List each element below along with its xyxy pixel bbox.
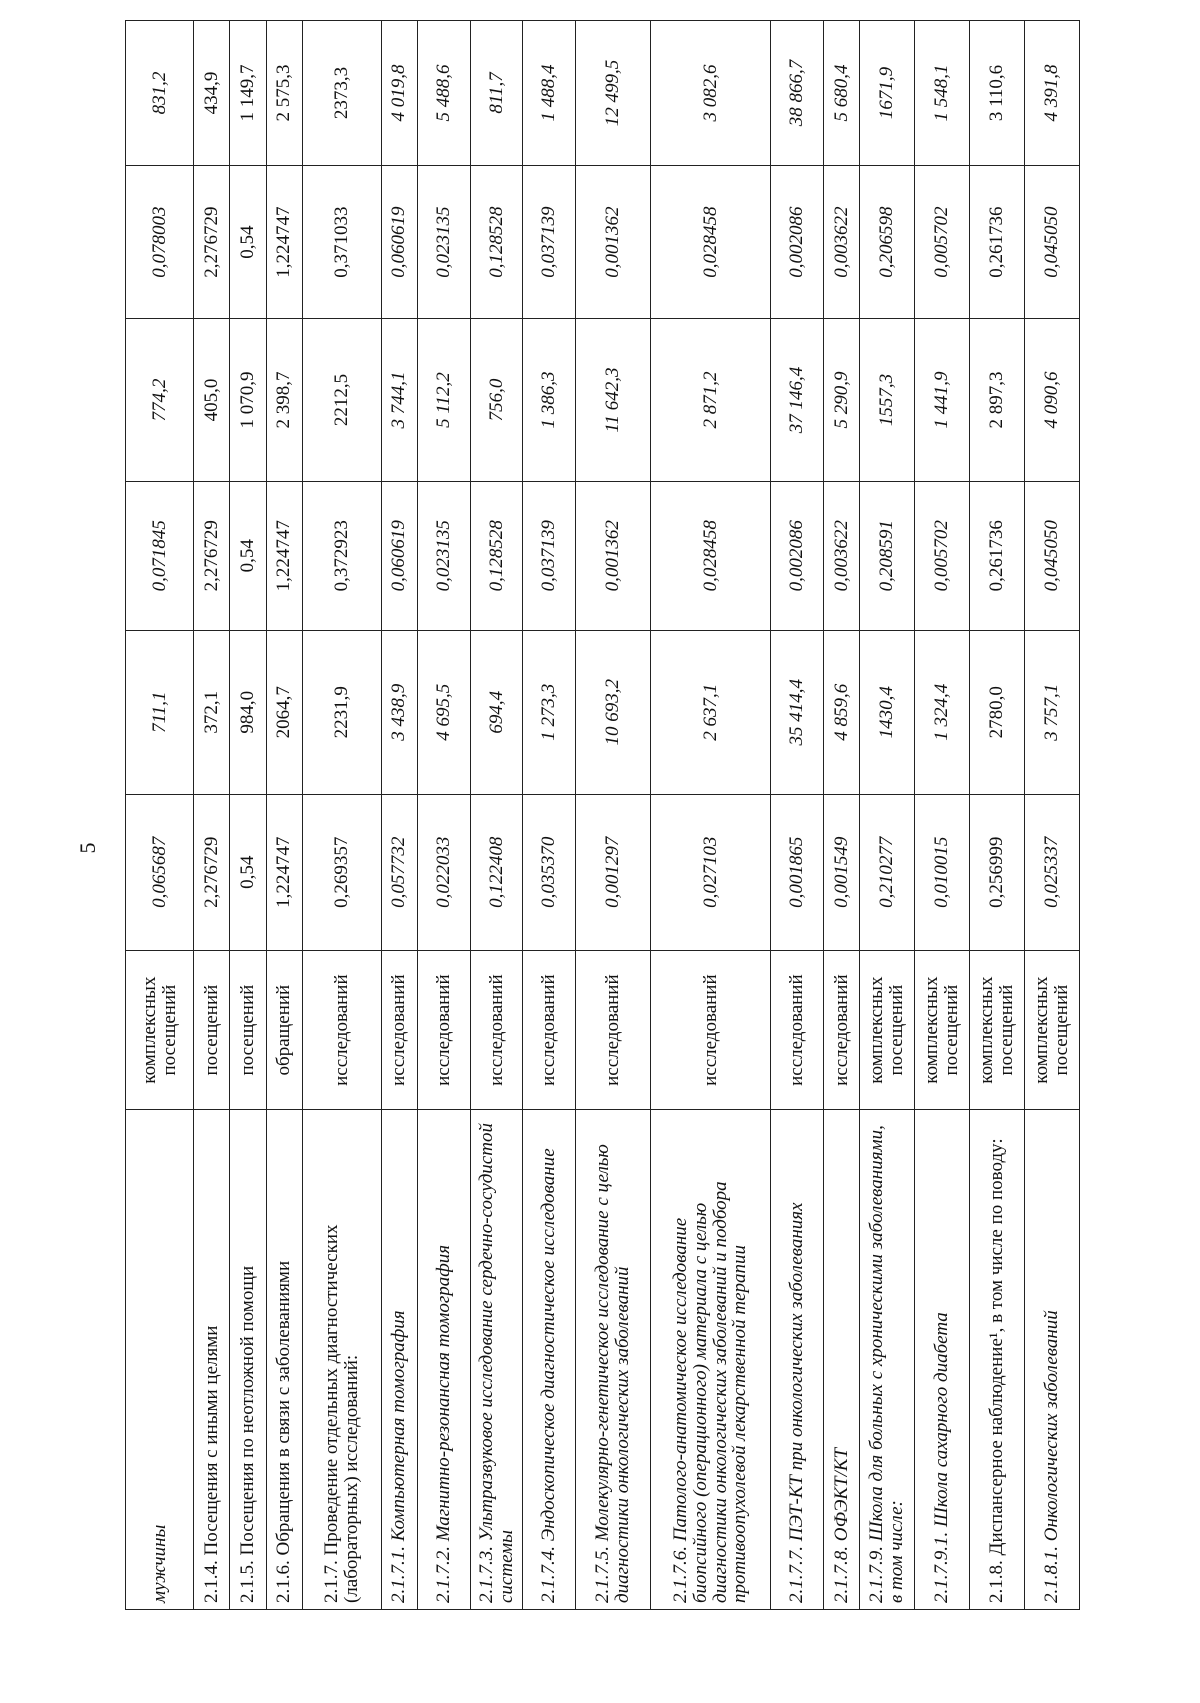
row-label: 2.1.4. Посещения с иными целями xyxy=(194,1110,230,1610)
value-2024-cost: 3 757,1 xyxy=(1025,630,1080,794)
table-row xyxy=(230,21,266,1610)
table-row xyxy=(860,21,915,1610)
value-2025-norm: 2,276729 xyxy=(194,481,230,630)
value-2025-norm: 0,002086 xyxy=(771,481,824,630)
value-2025-norm: 1,224747 xyxy=(266,481,302,630)
row-unit: комплексных посещений xyxy=(1025,950,1080,1109)
row-label: 2.1.7.9. Школа для больных с хроническими заболеваниями, в том числе: xyxy=(860,1110,915,1610)
row-unit: комплексных посещений xyxy=(126,950,194,1109)
value-2026-cost: 1 488,4 xyxy=(523,21,576,166)
value-2025-norm: 0,023135 xyxy=(417,481,470,630)
row-label: 2.1.7. Проведение отдельных диагностических (лабораторных) исследований: xyxy=(302,1110,381,1610)
row-label: 2.1.5. Посещения по неотложной помощи xyxy=(230,1110,266,1610)
value-2025-cost: 2 897,3 xyxy=(970,319,1025,481)
table-row xyxy=(470,21,523,1610)
row-unit: исследований xyxy=(470,950,523,1109)
value-2026-norm: 0,003622 xyxy=(824,165,860,319)
data-table xyxy=(125,20,1080,1610)
value-2026-norm: 0,001362 xyxy=(576,165,651,319)
row-unit: посещений xyxy=(230,950,266,1109)
row-unit: исследований xyxy=(523,950,576,1109)
page-number: 5 xyxy=(75,842,100,854)
row-label: 2.1.7.6. Патолого-анатомическое исследование биопсийного (операционного) материала с целью диагностики онкологических заболеваний и подбора противоопухолевой лекарственной терапии xyxy=(650,1110,771,1610)
value-2024-norm: 0,065687 xyxy=(126,794,194,950)
value-2025-cost: 3 744,1 xyxy=(381,319,417,481)
value-2026-norm: 0,023135 xyxy=(417,165,470,319)
row-label: 2.1.7.5. Молекулярно-генетическое исследование с целью диагностики онкологических заболеваний xyxy=(576,1110,651,1610)
row-label: 2.1.7.7. ПЭТ-КТ при онкологических заболеваниях xyxy=(771,1110,824,1610)
value-2024-cost: 1430,4 xyxy=(860,630,915,794)
row-label: 2.1.7.8. ОФЭКТ/КТ xyxy=(824,1110,860,1610)
value-2026-norm: 0,206598 xyxy=(860,165,915,319)
value-2025-norm: 0,060619 xyxy=(381,481,417,630)
value-2026-cost: 2 575,3 xyxy=(266,21,302,166)
value-2025-cost: 1 441,9 xyxy=(915,319,970,481)
table-row xyxy=(417,21,470,1610)
value-2026-cost: 1 548,1 xyxy=(915,21,970,166)
row-unit: исследований xyxy=(824,950,860,1109)
rotated-table-wrapper xyxy=(125,20,1080,1610)
value-2026-norm: 2,276729 xyxy=(194,165,230,319)
value-2024-norm: 1,224747 xyxy=(266,794,302,950)
row-unit: обращений xyxy=(266,950,302,1109)
table-body xyxy=(126,21,1080,1610)
value-2025-cost: 2 398,7 xyxy=(266,319,302,481)
value-2024-cost: 4 695,5 xyxy=(417,630,470,794)
value-2024-cost: 711,1 xyxy=(126,630,194,794)
row-label: 2.1.7.9.1. Школа сахарного диабета xyxy=(915,1110,970,1610)
value-2025-norm: 0,261736 xyxy=(970,481,1025,630)
value-2025-norm: 0,208591 xyxy=(860,481,915,630)
value-2025-cost: 5 112,2 xyxy=(417,319,470,481)
value-2025-norm: 0,005702 xyxy=(915,481,970,630)
row-label: 2.1.6. Обращения в связи с заболеваниями xyxy=(266,1110,302,1610)
value-2024-cost: 3 438,9 xyxy=(381,630,417,794)
value-2025-norm: 0,028458 xyxy=(650,481,771,630)
row-label: 2.1.7.2. Магнитно-резонансная томография xyxy=(417,1110,470,1610)
value-2025-norm: 0,128528 xyxy=(470,481,523,630)
value-2026-cost: 3 082,6 xyxy=(650,21,771,166)
value-2024-cost: 1 324,4 xyxy=(915,630,970,794)
value-2024-norm: 2,276729 xyxy=(194,794,230,950)
value-2026-cost: 831,2 xyxy=(126,21,194,166)
value-2024-cost: 2064,7 xyxy=(266,630,302,794)
row-unit: исследований xyxy=(417,950,470,1109)
value-2026-cost: 1671,9 xyxy=(860,21,915,166)
value-2025-norm: 0,003622 xyxy=(824,481,860,630)
row-unit: комплексных посещений xyxy=(915,950,970,1109)
value-2024-cost: 35 414,4 xyxy=(771,630,824,794)
table-row xyxy=(302,21,381,1610)
row-unit: посещений xyxy=(194,950,230,1109)
value-2024-norm: 0,057732 xyxy=(381,794,417,950)
value-2024-norm: 0,025337 xyxy=(1025,794,1080,950)
row-label: 2.1.8. Диспансерное наблюдение¹, в том числе по поводу: xyxy=(970,1110,1025,1610)
row-unit: комплексных посещений xyxy=(970,950,1025,1109)
value-2025-cost: 1 386,3 xyxy=(523,319,576,481)
value-2026-cost: 4 019,8 xyxy=(381,21,417,166)
table-row xyxy=(266,21,302,1610)
value-2026-cost: 1 149,7 xyxy=(230,21,266,166)
table-row xyxy=(771,21,824,1610)
value-2025-cost: 37 146,4 xyxy=(771,319,824,481)
row-label: 2.1.7.4. Эндоскопическое диагностическое исследование xyxy=(523,1110,576,1610)
value-2025-norm: 0,001362 xyxy=(576,481,651,630)
value-2025-cost: 2 871,2 xyxy=(650,319,771,481)
table-row xyxy=(915,21,970,1610)
value-2026-norm: 0,005702 xyxy=(915,165,970,319)
value-2025-cost: 2212,5 xyxy=(302,319,381,481)
value-2026-cost: 5 680,4 xyxy=(824,21,860,166)
table-row xyxy=(970,21,1025,1610)
value-2026-norm: 1,224747 xyxy=(266,165,302,319)
value-2024-cost: 2231,9 xyxy=(302,630,381,794)
row-unit: исследований xyxy=(650,950,771,1109)
value-2024-norm: 0,001297 xyxy=(576,794,651,950)
value-2025-cost: 4 090,6 xyxy=(1025,319,1080,481)
value-2024-cost: 2 637,1 xyxy=(650,630,771,794)
value-2026-norm: 0,54 xyxy=(230,165,266,319)
value-2025-cost: 1557,3 xyxy=(860,319,915,481)
value-2024-norm: 0,027103 xyxy=(650,794,771,950)
value-2025-cost: 756,0 xyxy=(470,319,523,481)
value-2026-cost: 38 866,7 xyxy=(771,21,824,166)
row-unit: исследований xyxy=(771,950,824,1109)
value-2026-cost: 4 391,8 xyxy=(1025,21,1080,166)
value-2025-norm: 0,54 xyxy=(230,481,266,630)
table-row xyxy=(650,21,771,1610)
value-2025-cost: 5 290,9 xyxy=(824,319,860,481)
table-row xyxy=(576,21,651,1610)
value-2026-norm: 0,060619 xyxy=(381,165,417,319)
row-label: 2.1.7.1. Компьютерная томография xyxy=(381,1110,417,1610)
row-unit: комплексных посещений xyxy=(860,950,915,1109)
value-2024-norm: 0,256999 xyxy=(970,794,1025,950)
value-2026-cost: 12 499,5 xyxy=(576,21,651,166)
table-row xyxy=(126,21,194,1610)
value-2024-norm: 0,035370 xyxy=(523,794,576,950)
value-2024-cost: 984,0 xyxy=(230,630,266,794)
value-2026-norm: 0,045050 xyxy=(1025,165,1080,319)
value-2025-norm: 0,037139 xyxy=(523,481,576,630)
value-2025-cost: 774,2 xyxy=(126,319,194,481)
value-2024-norm: 0,022033 xyxy=(417,794,470,950)
value-2026-cost: 5 488,6 xyxy=(417,21,470,166)
value-2026-norm: 0,078003 xyxy=(126,165,194,319)
table-row xyxy=(523,21,576,1610)
value-2026-cost: 3 110,6 xyxy=(970,21,1025,166)
value-2025-norm: 0,071845 xyxy=(126,481,194,630)
value-2026-cost: 434,9 xyxy=(194,21,230,166)
value-2024-cost: 4 859,6 xyxy=(824,630,860,794)
value-2024-norm: 0,122408 xyxy=(470,794,523,950)
value-2024-cost: 694,4 xyxy=(470,630,523,794)
value-2026-norm: 0,261736 xyxy=(970,165,1025,319)
row-label: мужчины xyxy=(126,1110,194,1610)
value-2026-cost: 811,7 xyxy=(470,21,523,166)
value-2024-cost: 372,1 xyxy=(194,630,230,794)
value-2024-norm: 0,54 xyxy=(230,794,266,950)
row-unit: исследований xyxy=(302,950,381,1109)
value-2024-norm: 0,210277 xyxy=(860,794,915,950)
value-2025-norm: 0,045050 xyxy=(1025,481,1080,630)
value-2026-norm: 0,128528 xyxy=(470,165,523,319)
value-2025-norm: 0,372923 xyxy=(302,481,381,630)
value-2026-cost: 2373,3 xyxy=(302,21,381,166)
value-2026-norm: 0,002086 xyxy=(771,165,824,319)
value-2026-norm: 0,028458 xyxy=(650,165,771,319)
value-2024-cost: 2780,0 xyxy=(970,630,1025,794)
value-2026-norm: 0,371033 xyxy=(302,165,381,319)
row-unit: исследований xyxy=(381,950,417,1109)
row-label: 2.1.7.3. Ультразвуковое исследование сердечно-сосудистой системы xyxy=(470,1110,523,1610)
value-2024-cost: 10 693,2 xyxy=(576,630,651,794)
value-2024-norm: 0,001549 xyxy=(824,794,860,950)
row-label: 2.1.8.1. Онкологических заболеваний xyxy=(1025,1110,1080,1610)
value-2024-norm: 0,010015 xyxy=(915,794,970,950)
value-2025-cost: 1 070,9 xyxy=(230,319,266,481)
value-2025-cost: 11 642,3 xyxy=(576,319,651,481)
value-2026-norm: 0,037139 xyxy=(523,165,576,319)
value-2025-cost: 405,0 xyxy=(194,319,230,481)
table-row xyxy=(824,21,860,1610)
table-row xyxy=(1025,21,1080,1610)
row-unit: исследований xyxy=(576,950,651,1109)
table-row xyxy=(194,21,230,1610)
value-2024-norm: 0,269357 xyxy=(302,794,381,950)
table-row xyxy=(381,21,417,1610)
value-2024-cost: 1 273,3 xyxy=(523,630,576,794)
value-2024-norm: 0,001865 xyxy=(771,794,824,950)
